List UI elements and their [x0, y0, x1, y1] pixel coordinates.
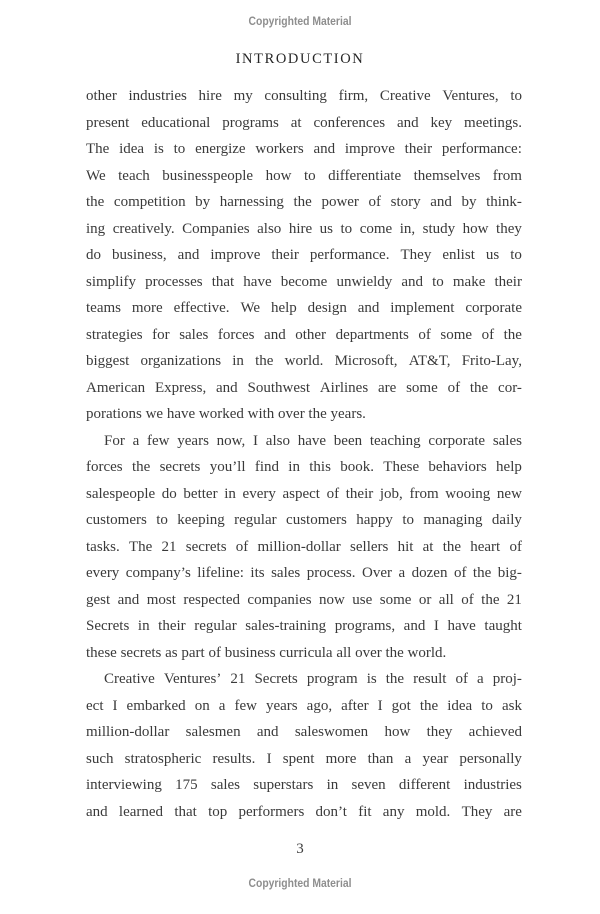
paragraph — [86, 666, 522, 825]
text-line: The idea is to energize workers and improve their performance: — [86, 141, 522, 157]
text-line: interviewing 175 sales superstars in seven different industries — [86, 777, 522, 793]
text-line: ect I embarked on a few years ago, after I got the idea to ask — [86, 697, 522, 714]
text-line: tasks. The 21 secrets of million-dollar sellers hit at the heart of — [86, 538, 522, 555]
text-line: We teach businesspeople how to differentiate themselves from — [86, 167, 522, 184]
page-body-text — [86, 83, 522, 825]
text-line: For a few years now, I also have been teaching corporate sales — [104, 432, 522, 449]
paragraph — [86, 83, 522, 428]
text-line: Secrets in their regular sales-training programs, and I have taught — [86, 618, 522, 634]
text-line: the competition by harnessing the power of story and by think- — [86, 194, 522, 210]
text-line: these secrets as part of business curricula all over the world. — [86, 644, 447, 661]
text-line: salespeople do better in every aspect of their job, from wooing new — [86, 485, 522, 502]
text-line: every company’s lifeline: its sales process. Over a dozen of the big- — [86, 565, 522, 581]
paragraph — [86, 428, 522, 667]
chapter-title: INTRODUCTION — [235, 51, 365, 67]
text-line: forces the secrets you’ll find in this book. These behaviors help — [86, 459, 522, 475]
text-line: Creative Ventures’ 21 Secrets program is the result of a proj- — [104, 671, 522, 687]
text-line: and learned that top performers don’t fit any mold. They are — [86, 803, 522, 820]
copyright-notice-top: Copyrighted Material — [248, 16, 352, 28]
text-line: other industries hire my consulting firm, Creative Ventures, to — [86, 88, 522, 104]
text-line: biggest organizations in the world. Microsoft, AT&T, Frito-Lay, — [86, 353, 522, 369]
page-number: 3 — [296, 841, 304, 857]
text-line: such stratospheric results. I spent more than a year personally — [86, 750, 522, 767]
text-line: simplify processes that have become unwieldy and to make their — [86, 273, 522, 290]
text-line: ing creatively. Companies also hire us to come in, study how they — [86, 220, 522, 237]
text-line: teams more effective. We help design and implement corporate — [86, 300, 522, 316]
text-line: gest and most respected companies now use some or all of the 21 — [86, 591, 522, 608]
text-line: do business, and improve their performance. They enlist us to — [86, 247, 522, 263]
text-line: million-dollar salesmen and saleswomen how they achieved — [86, 724, 522, 740]
text-line: American Express, and Southwest Airlines are some of the cor- — [86, 379, 522, 396]
text-line: strategies for sales forces and other departments of some of the — [86, 326, 522, 343]
copyright-notice-bottom: Copyrighted Material — [248, 878, 352, 890]
text-line: porations we have worked with over the years. — [86, 406, 366, 422]
text-line: customers to keeping regular customers happy to managing daily — [86, 512, 522, 528]
text-line: present educational programs at conferences and key meetings. — [86, 114, 522, 131]
